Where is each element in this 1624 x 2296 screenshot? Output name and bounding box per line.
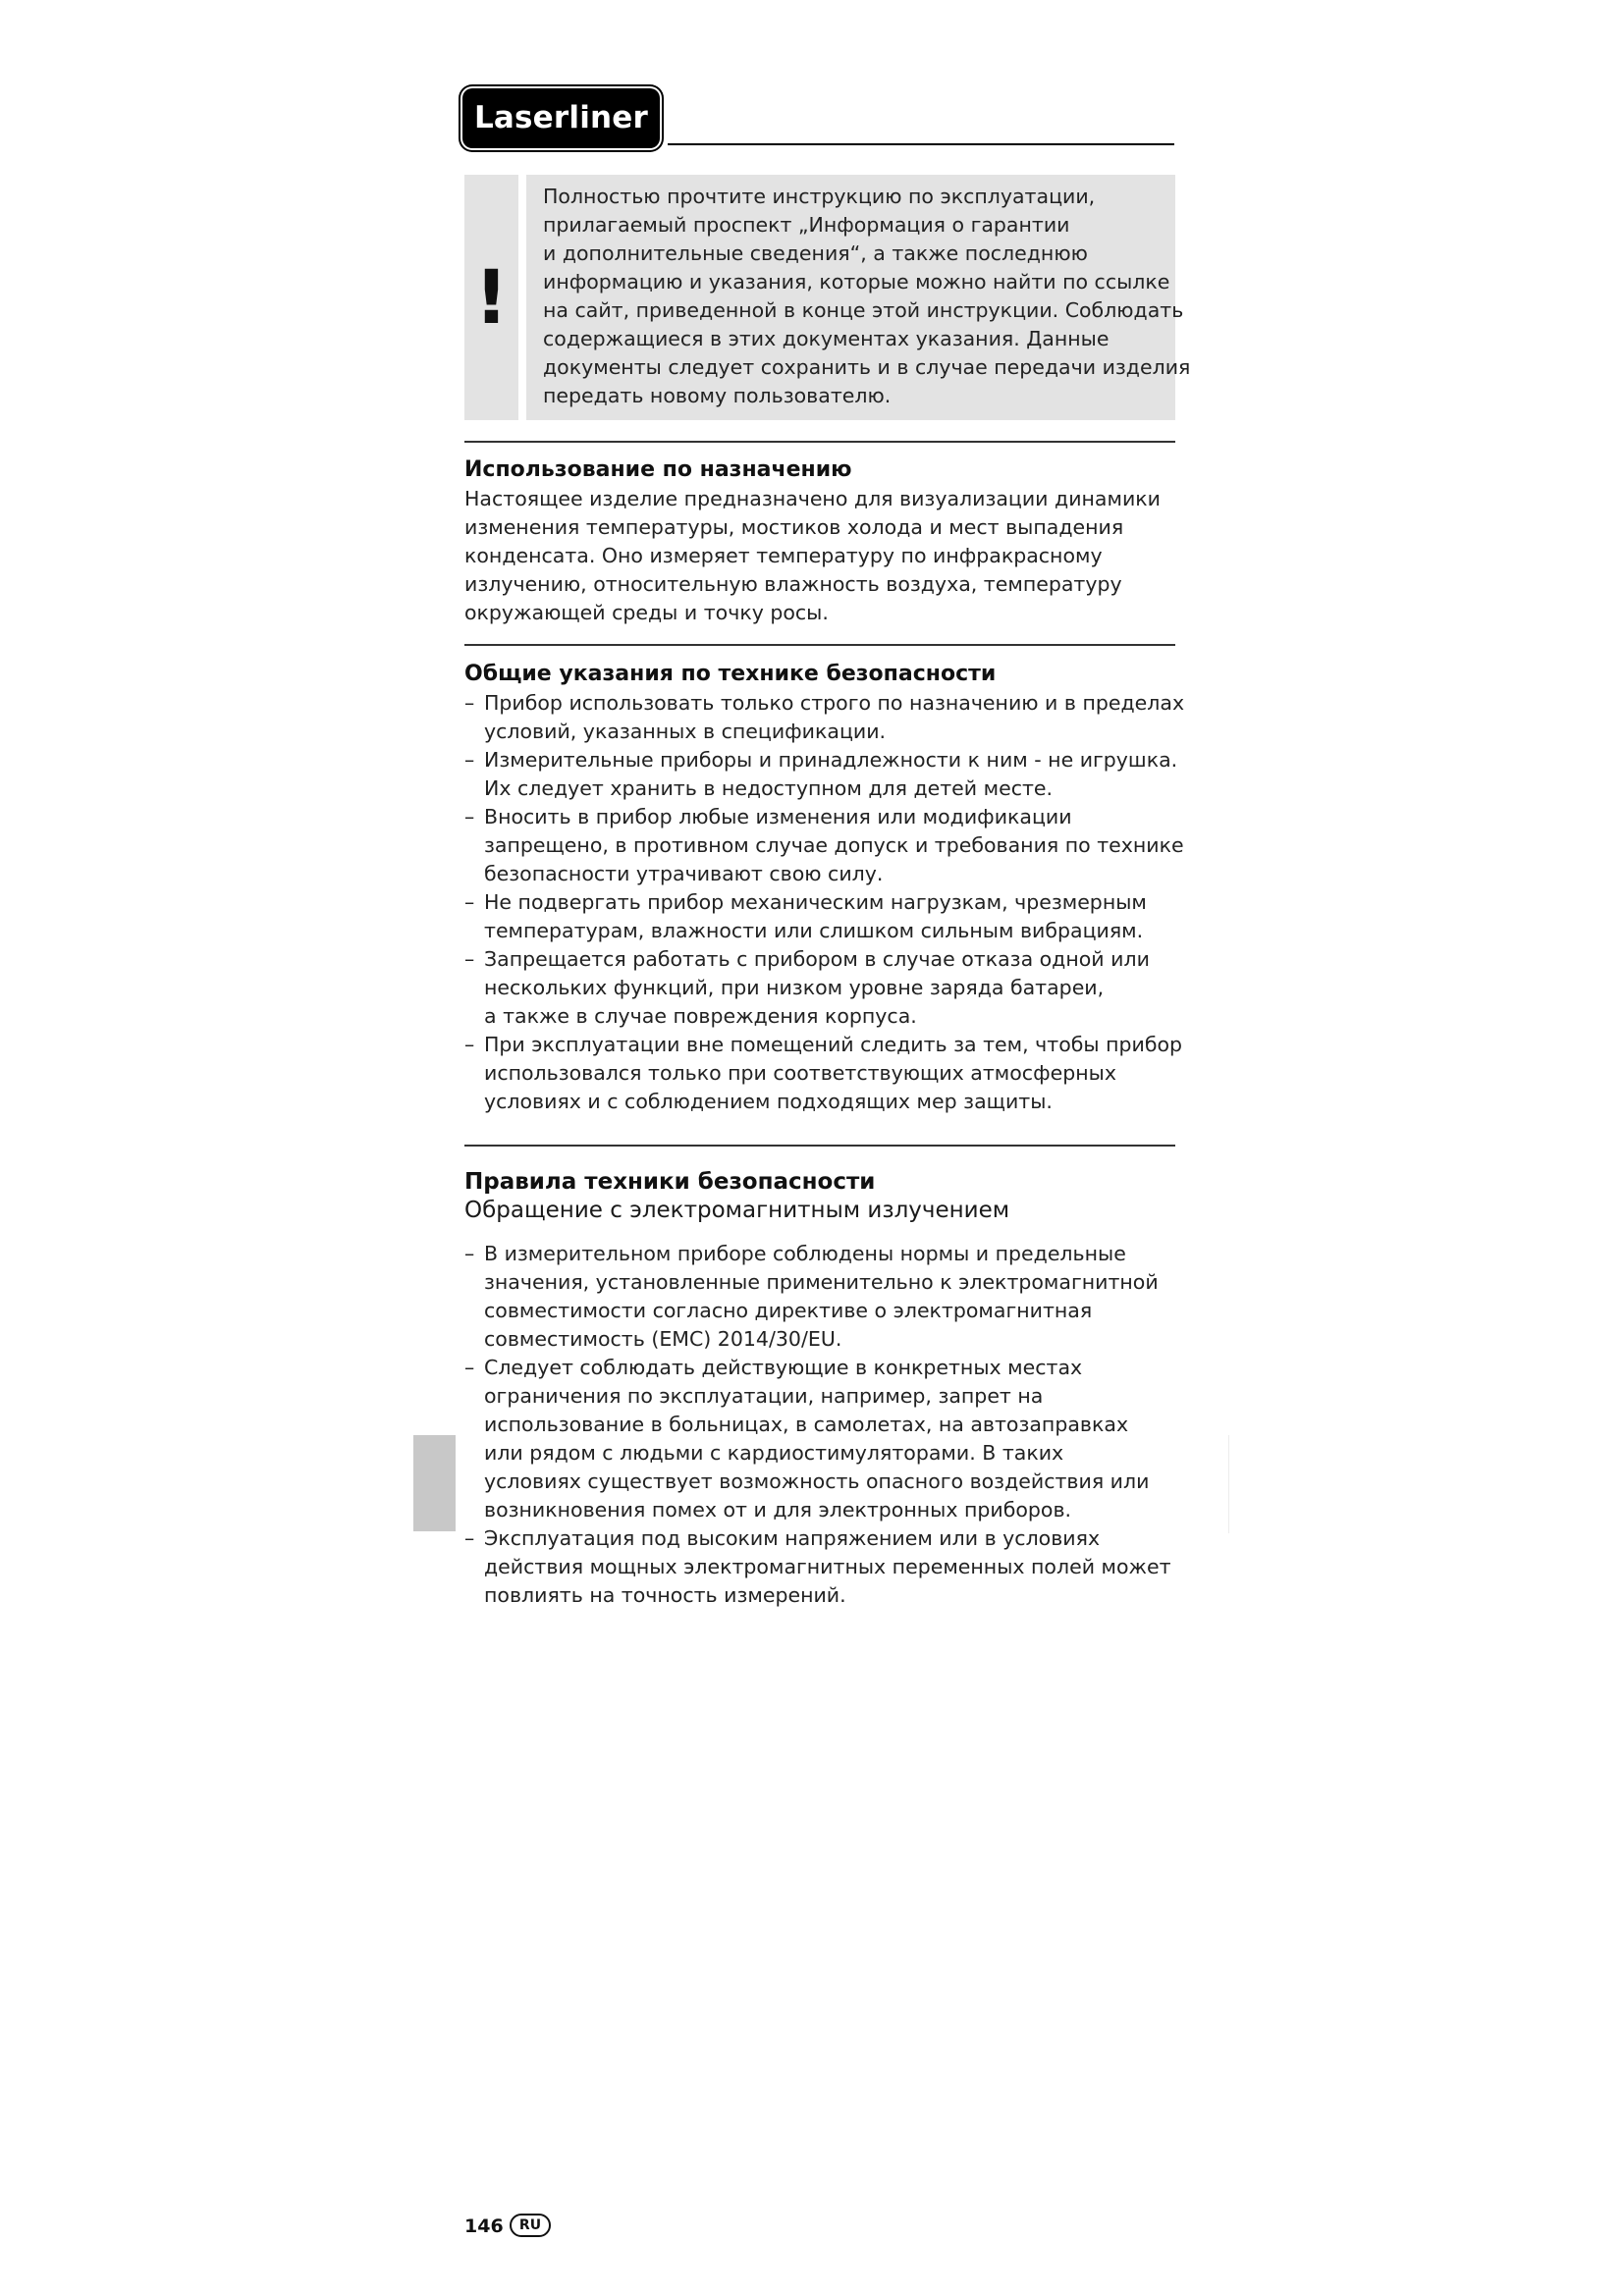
list-item-line: Прибор использовать только строго по назначению и в пределах [484, 691, 1185, 715]
list-item-line: В измерительном приборе соблюдены нормы и предельные [484, 1242, 1126, 1265]
list-item-line: действия мощных электромагнитных переменных полей может [484, 1555, 1171, 1578]
dash-bullet: – [464, 947, 475, 971]
list-item-line: условий, указанных в спецификации. [484, 720, 887, 743]
notice-icon-panel [464, 175, 518, 420]
list-item-line: безопасности утрачивают свою силу. [484, 862, 884, 885]
list-item [464, 1354, 1191, 1524]
notice-line: и дополнительные сведения“, а также последнюю [543, 241, 1088, 265]
notice-box [464, 175, 1191, 420]
list-item [464, 689, 1191, 746]
list-item [464, 803, 1191, 888]
list-item [464, 1524, 1191, 1610]
dash-bullet: – [464, 1242, 475, 1265]
list-item-line: возникновения помех от и для электронных приборов. [484, 1498, 1072, 1522]
brand-logo: Laserliner [464, 90, 658, 146]
dash-bullet: – [464, 805, 475, 828]
notice-line: на сайт, приведенной в конце этой инструкции. Соблюдать [543, 298, 1184, 322]
list-item-line: Не подвергать прибор механическим нагрузкам, чрезмерным [484, 890, 1147, 914]
list-item-line: При эксплуатации вне помещений следить за тем, чтобы прибор [484, 1033, 1183, 1056]
list-item [464, 746, 1191, 803]
crop-mark [1228, 1435, 1229, 1533]
header-rule [668, 143, 1174, 145]
list-item-line: Вносить в прибор любые изменения или модификации [484, 805, 1072, 828]
safety-rules-list [464, 1240, 1191, 1610]
page-edge-tab [413, 1435, 456, 1531]
list-item-line: использование в больницах, в самолетах, на автозаправках [484, 1413, 1129, 1436]
list-item-line: ограничения по эксплуатации, например, запрет на [484, 1384, 1044, 1408]
list-item-line: повлиять на точность измерений. [484, 1583, 846, 1607]
general-safety-list [464, 689, 1191, 1116]
list-item-line: температурам, влажности или слишком сильным вибрациям. [484, 919, 1144, 942]
paragraph-line: конденсата. Оно измеряет температуру по инфракрасному [464, 544, 1103, 567]
general-safety-title: Общие указания по технике безопасности [464, 662, 997, 686]
notice-line: содержащиеся в этих документах указания. Данные [543, 327, 1110, 350]
paragraph-line: Настоящее изделие предназначено для визуализации динамики [464, 487, 1161, 510]
section-divider [464, 1145, 1175, 1147]
list-item-line: Запрещается работать с прибором в случае отказа одной или [484, 947, 1150, 971]
notice-line: документы следует сохранить и в случае передачи изделия [543, 355, 1191, 379]
page-number: 146 [464, 2216, 504, 2237]
list-item-line: значения, установленные применительно к электромагнитной [484, 1270, 1159, 1294]
dash-bullet: – [464, 890, 475, 914]
list-item-line: запрещено, в противном случае допуск и требования по технике [484, 833, 1184, 857]
list-item-line: совместимость (EMC) 2014/30/EU. [484, 1327, 842, 1351]
list-item-line: а также в случае повреждения корпуса. [484, 1004, 917, 1028]
list-item [464, 1031, 1191, 1116]
intended-use-text [464, 485, 1191, 627]
section-divider [464, 441, 1175, 443]
list-item-line: совместимости согласно директиве о электромагнитная [484, 1299, 1093, 1322]
list-item-line: Следует соблюдать действующие в конкретных местах [484, 1356, 1083, 1379]
list-item [464, 1240, 1191, 1354]
notice-line: передать новому пользователю. [543, 384, 892, 407]
language-badge: RU [510, 2214, 551, 2237]
list-item-line: нескольких функций, при низком уровне заряда батареи, [484, 976, 1105, 999]
list-item-line: или рядом с людьми с кардиостимуляторами. В таких [484, 1441, 1064, 1465]
list-item-line: условиях и с соблюдением подходящих мер защиты. [484, 1090, 1053, 1113]
dash-bullet: – [464, 1526, 475, 1550]
paragraph-line: изменения температуры, мостиков холода и мест выпадения [464, 515, 1124, 539]
paragraph-line: окружающей среды и точку росы. [464, 601, 829, 624]
exclamation-icon: ! [474, 253, 509, 341]
list-item-line: Измерительные приборы и принадлежности к ним - не игрушка. [484, 748, 1178, 772]
notice-text [543, 183, 1191, 410]
notice-line: информацию и указания, которые можно найти по ссылке [543, 270, 1170, 294]
notice-line: Полностью прочтите инструкцию по эксплуатации, [543, 185, 1096, 208]
list-item [464, 945, 1191, 1031]
list-item [464, 888, 1191, 945]
dash-bullet: – [464, 1033, 475, 1056]
list-item-line: Их следует хранить в недоступном для детей месте. [484, 776, 1054, 800]
dash-bullet: – [464, 691, 475, 715]
intended-use-title: Использование по назначению [464, 457, 852, 482]
section-divider [464, 644, 1175, 646]
safety-rules-subtitle: Обращение с электромагнитным излучением [464, 1198, 1010, 1223]
list-item-line: условиях существует возможность опасного воздействия или [484, 1469, 1150, 1493]
paragraph-line: излучению, относительную влажность воздуха, температуру [464, 572, 1122, 596]
list-item-line: Эксплуатация под высоким напряжением или в условиях [484, 1526, 1101, 1550]
list-item-line: использовался только при соответствующих атмосферных [484, 1061, 1116, 1085]
dash-bullet: – [464, 748, 475, 772]
dash-bullet: – [464, 1356, 475, 1379]
notice-line: прилагаемый проспект „Информация о гарантии [543, 213, 1070, 237]
safety-rules-title: Правила техники безопасности [464, 1169, 876, 1195]
notice-body [526, 175, 1191, 420]
